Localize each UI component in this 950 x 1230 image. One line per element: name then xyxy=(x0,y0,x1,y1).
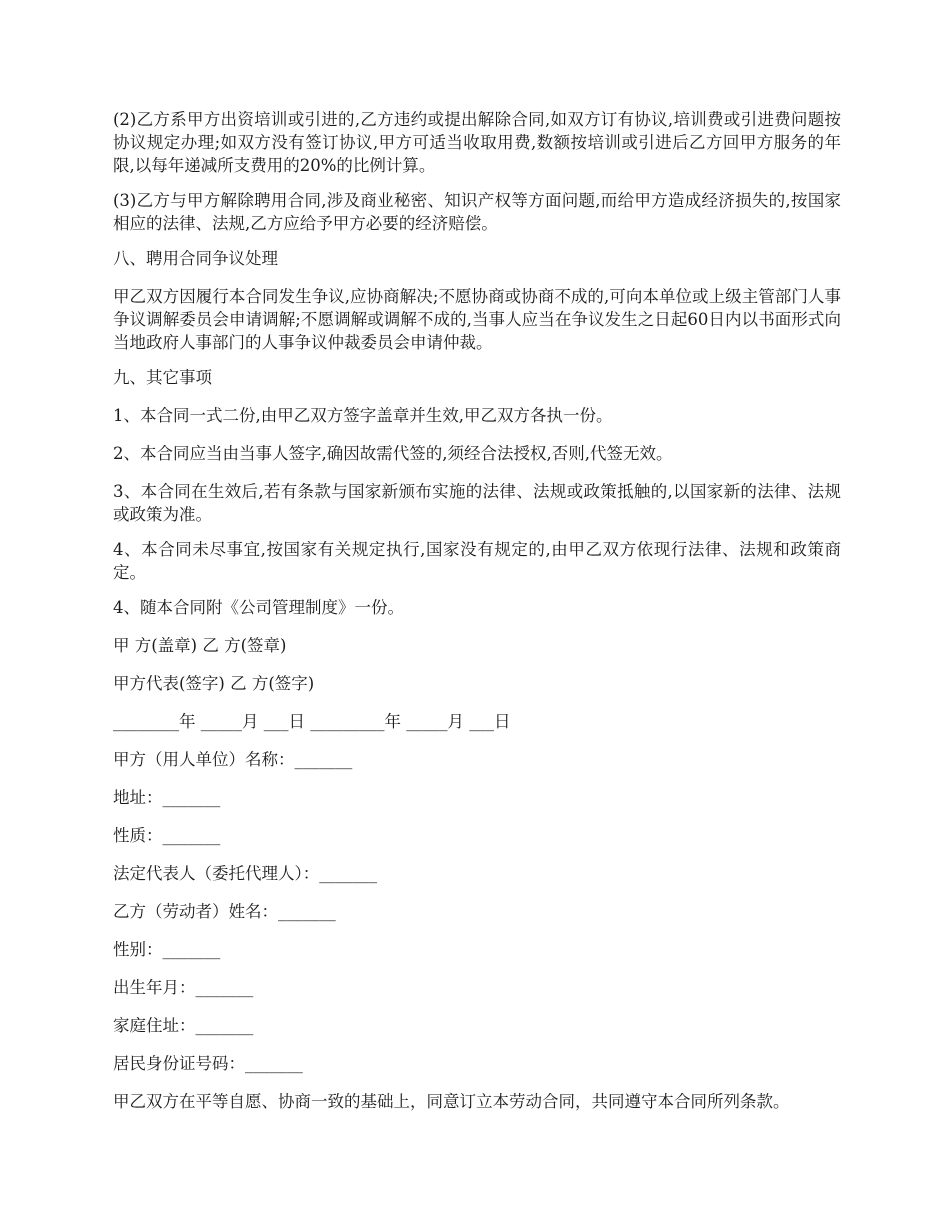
home-address-field: 家庭住址：_______ xyxy=(113,1016,254,1035)
document-page xyxy=(113,108,841,1125)
id-number-field: 居民身份证号码：_______ xyxy=(113,1054,303,1073)
other-item-4: 4、本合同未尽事宜,按国家有关规定执行,国家没有规定的,由甲乙双方依现行法律、法规和政策商定。 xyxy=(113,540,841,582)
signature-date-line: ________年 _____月 ___日 _________年 _____月 ___日 xyxy=(113,712,511,731)
section-heading-9: 九、其它事项 xyxy=(113,368,212,387)
other-item-5-attachment: 4、随本合同附《公司管理制度》一份。 xyxy=(113,598,404,617)
dispute-resolution-paragraph: 甲乙双方因履行本合同发生争议,应协商解决;不愿协商或协商不成的,可向本单位或上级主管部门人事争议调解委员会申请调解;不愿调解或调解不成的,当事人应当在争议发生之日起60日内以书面形式向当地政府人事部门的人事争议仲裁委员会申请仲裁。 xyxy=(113,287,841,352)
other-item-3: 3、本合同在生效后,若有条款与国家新颁布实施的法律、法规或政策抵触的,以国家新的法律、法规或政策为准。 xyxy=(113,482,841,524)
employee-name-field: 乙方（劳动者）姓名：_______ xyxy=(113,902,336,921)
other-item-1: 1、本合同一式二份,由甲乙双方签字盖章并生效,甲乙双方各执一份。 xyxy=(113,406,613,425)
gender-field: 性别：_______ xyxy=(113,940,221,959)
clause-3-trade-secrets: (3)乙方与甲方解除聘用合同,涉及商业秘密、知识产权等方面问题,而给甲方造成经济损失的,按国家相应的法律、法规,乙方应给予甲方必要的经济赔偿。 xyxy=(113,191,841,233)
birth-date-field: 出生年月：_______ xyxy=(113,978,254,997)
legal-representative-field: 法定代表人（委托代理人）：_______ xyxy=(113,864,377,883)
agreement-statement: 甲乙双方在平等自愿、协商一致的基础上，同意订立本劳动合同，共同遵守本合同所列条款。 xyxy=(113,1092,790,1111)
signature-line-representatives: 甲方代表(签字) 乙 方(签字) xyxy=(113,674,315,693)
employer-name-field: 甲方（用人单位）名称：_______ xyxy=(113,750,353,769)
other-item-2: 2、本合同应当由当事人签字,确因故需代签的,须经合法授权,否则,代签无效。 xyxy=(113,444,673,463)
nature-field: 性质：_______ xyxy=(113,826,221,845)
address-field: 地址：_______ xyxy=(113,788,221,807)
clause-2-training-cost: (2)乙方系甲方出资培训或引进的,乙方违约或提出解除合同,如双方订有协议,培训费或引进费问题按协议规定办理;如双方没有签订协议,甲方可适当收取用费,数额按培训或引进后乙方回甲方服务的年限,以每年递减所支费用的20%的比例计算。 xyxy=(113,110,841,175)
signature-line-parties: 甲 方(盖章) 乙 方(签章) xyxy=(113,636,287,655)
section-heading-8: 八、聘用合同争议处理 xyxy=(113,249,278,268)
